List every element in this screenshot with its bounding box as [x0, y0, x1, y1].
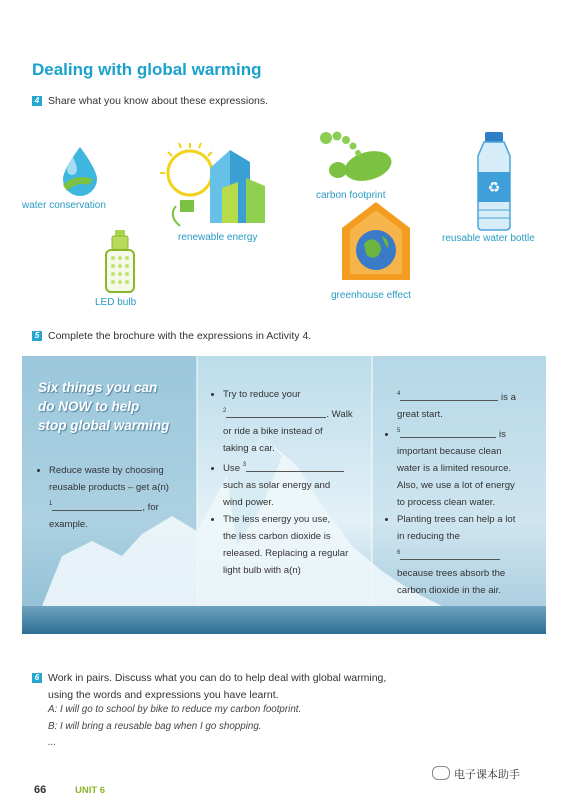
text: to process clean water.	[397, 497, 496, 508]
blank-number: 2	[223, 408, 227, 414]
activity4-number: 4	[32, 96, 42, 106]
activity6-text: Work in pairs. Discuss what you can do to help deal with global warming,	[48, 672, 387, 684]
greenhouse-icon	[338, 198, 414, 284]
example-line-b: B: I will bring a reusable bag when I go shopping.	[48, 721, 262, 732]
blank-number: 1	[49, 501, 53, 507]
text: taking a car.	[223, 443, 275, 454]
text: or ride a bike instead of	[223, 426, 323, 437]
blank-number: 6	[397, 550, 401, 556]
led-bulb-icon	[100, 228, 140, 296]
text: Planting trees can help a lot	[397, 514, 516, 525]
brochure-item	[223, 386, 367, 457]
label-reusable-water-bottle: reusable water bottle	[442, 233, 535, 244]
chat-icon	[432, 766, 450, 780]
brochure-item	[397, 511, 542, 599]
brochure-item	[397, 423, 542, 511]
activity6-instruction	[32, 670, 386, 704]
activity6-text: using the words and expressions you have learnt.	[48, 689, 279, 701]
text: wind power.	[223, 497, 274, 508]
watermark-text: 电子课本助手	[454, 769, 520, 781]
brochure-column-1	[38, 462, 193, 533]
blank-3[interactable]	[246, 461, 344, 472]
label-renewable-energy: renewable energy	[178, 232, 258, 243]
text: . Walk	[326, 409, 353, 420]
text: is a	[501, 392, 516, 403]
text: Use	[223, 463, 241, 474]
brochure-item	[223, 511, 367, 579]
blank-4[interactable]	[400, 390, 498, 401]
page-number: 66	[34, 784, 47, 796]
brochure-item	[49, 462, 193, 533]
text: example.	[49, 519, 88, 530]
brochure-slogan	[38, 378, 169, 435]
label-carbon-footprint: carbon footprint	[316, 190, 386, 201]
activity4-text: Share what you know about these expressions.	[48, 95, 269, 107]
blank-6[interactable]	[400, 549, 500, 560]
brochure	[22, 356, 546, 634]
watermark	[432, 766, 520, 782]
brochure-continuation	[386, 386, 542, 423]
blank-number: 3	[242, 462, 247, 468]
brochure-column-2	[212, 386, 367, 579]
text: important because clean	[397, 446, 502, 457]
text: the less carbon dioxide is	[223, 531, 331, 542]
slogan-line: do NOW to help	[38, 399, 140, 414]
blank-number: 5	[397, 428, 401, 434]
text: great start.	[397, 409, 443, 420]
water-drop-icon	[55, 145, 105, 200]
activity4-instruction	[32, 95, 268, 107]
page-title: Dealing with global warming	[32, 60, 262, 79]
blank-1[interactable]	[52, 500, 142, 511]
label-greenhouse-effect: greenhouse effect	[331, 290, 411, 301]
brochure-column-3	[386, 386, 542, 599]
activity5-text: Complete the brochure with the expressions in Activity 4.	[48, 330, 312, 342]
text: light bulb with a(n)	[223, 565, 301, 576]
text: Reduce waste by choosing	[49, 465, 164, 476]
brochure-item	[223, 457, 367, 511]
text: because trees absorb the	[397, 568, 506, 579]
text: Also, we use a lot of energy	[397, 480, 515, 491]
water-bottle-icon	[470, 130, 518, 232]
slogan-line: Six things you can	[38, 380, 158, 395]
text: , for	[142, 502, 159, 513]
renewable-energy-icon	[150, 138, 275, 233]
text: carbon dioxide in the air.	[397, 585, 501, 596]
text: released. Replacing a regular	[223, 548, 349, 559]
label-led-bulb: LED bulb	[95, 297, 137, 308]
unit-label: UNIT 6	[75, 785, 106, 796]
activity6-number: 6	[32, 673, 42, 683]
example-ellipsis: ...	[48, 737, 57, 748]
activity5-instruction	[32, 330, 311, 342]
label-water-conservation: water conservation	[22, 200, 106, 211]
footprint-icon	[318, 128, 398, 190]
text: reusable products – get a(n)	[49, 482, 169, 493]
text: is	[499, 429, 506, 440]
blank-5[interactable]	[400, 427, 496, 438]
text: water is a limited resource.	[397, 463, 512, 474]
activity5-number: 5	[32, 331, 42, 341]
blank-2[interactable]	[226, 407, 326, 418]
text: The less energy you use,	[223, 514, 331, 525]
text: in reducing the	[397, 531, 460, 542]
slogan-line: stop global warming	[38, 418, 170, 433]
text: such as solar energy and	[223, 480, 331, 491]
example-line-a: A: I will go to school by bike to reduce my carbon footprint.	[48, 704, 302, 715]
blank-number: 4	[397, 391, 401, 397]
text: Try to reduce your	[223, 389, 301, 400]
svg-text:♻: ♻	[487, 180, 501, 196]
